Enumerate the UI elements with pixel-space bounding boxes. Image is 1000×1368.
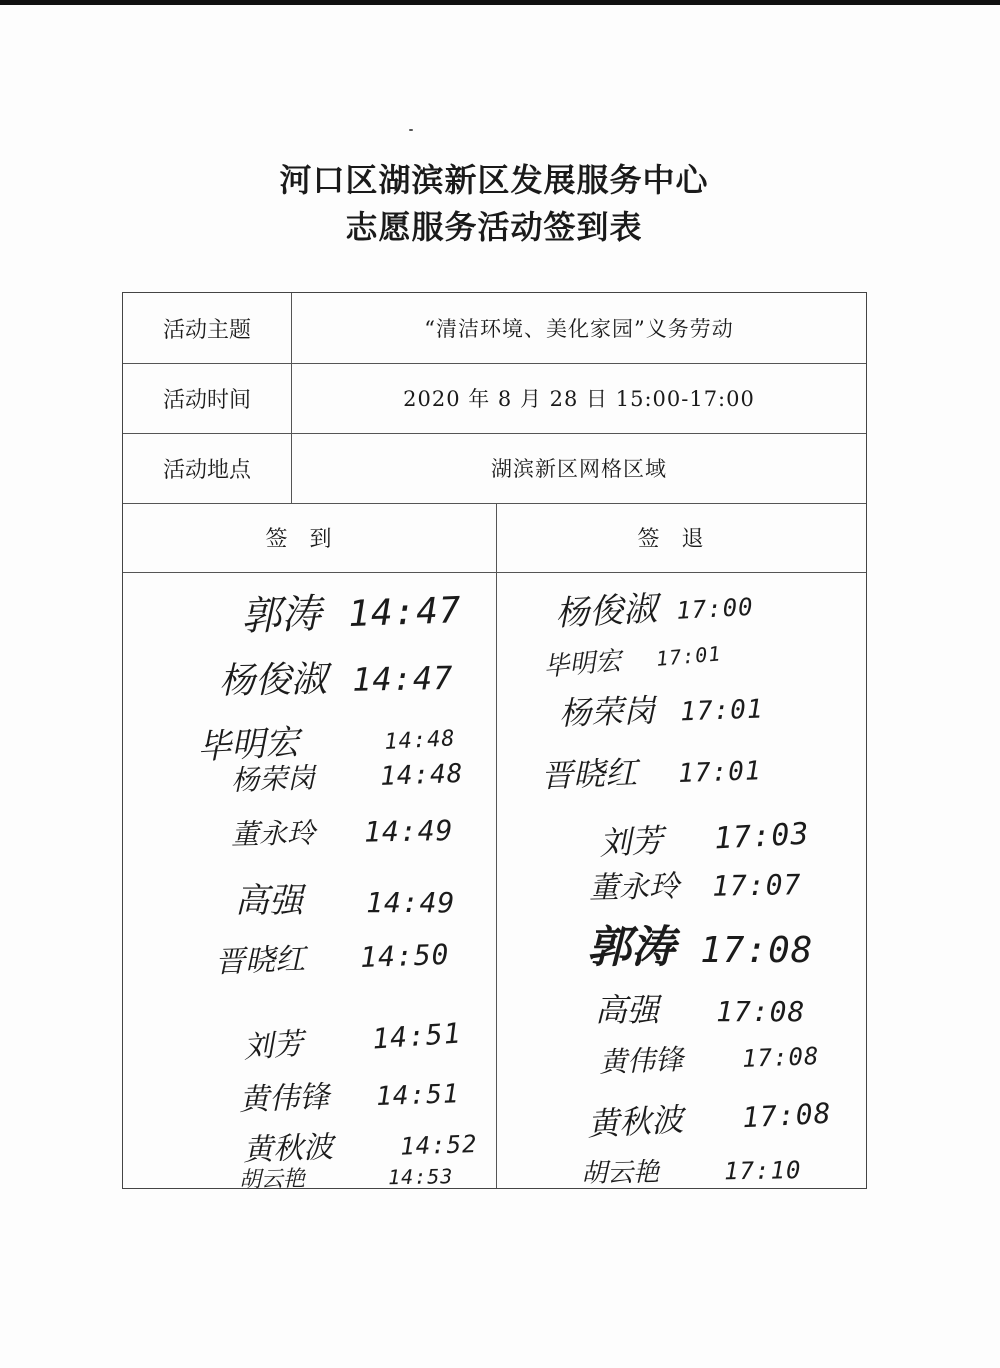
signature-name: 董永玲 xyxy=(588,869,680,906)
signature-time: 14:48 xyxy=(379,758,464,792)
sign-out-entry xyxy=(558,681,764,734)
signature-name: 黄伟锋 xyxy=(238,1079,330,1118)
signature-name: 郭涛 xyxy=(240,591,322,640)
column-divider xyxy=(496,503,497,1188)
sign-out-entry xyxy=(554,576,755,635)
signature-name: 董永玲 xyxy=(230,816,316,851)
time-value: 2020 年 8 月 28 日 15:00-17:00 xyxy=(403,387,755,411)
signature-time: 14:51 xyxy=(371,1016,463,1056)
sign-in-entry xyxy=(231,809,454,853)
signature-time: 17:03 xyxy=(713,816,811,857)
signature-time: 14:47 xyxy=(351,658,454,699)
signature-name: 杨俊淑 xyxy=(218,659,328,703)
time-row xyxy=(123,363,866,434)
sign-in-form xyxy=(122,292,867,1193)
sign-out-entry xyxy=(542,631,723,683)
sign-in-entry xyxy=(235,873,455,922)
place-value: 湖滨新区网格区域 xyxy=(491,457,667,481)
signature-time: 17:01 xyxy=(655,641,723,671)
signature-time: 14:48 xyxy=(383,726,457,755)
page-title: 河口区湖滨新区发展服务中心 xyxy=(279,161,709,199)
signature-time: 14:53 xyxy=(387,1164,454,1190)
signature-time: 14:50 xyxy=(359,937,451,975)
signature-name: 刘芳 xyxy=(598,821,665,863)
sign-out-entry xyxy=(587,911,813,975)
signature-time: 14:47 xyxy=(347,590,463,636)
signature-time: 14:52 xyxy=(399,1129,478,1161)
signature-name: 黄秋波 xyxy=(242,1129,334,1169)
signature-name: 黄伟锋 xyxy=(598,1042,684,1079)
signature-name: 胡云艳 xyxy=(238,1166,306,1193)
signature-time: 17:08 xyxy=(741,1096,833,1135)
signature-name: 晋晓红 xyxy=(540,753,638,795)
signature-name: 杨荣岗 xyxy=(558,691,656,733)
sign-in-entry xyxy=(214,929,450,981)
signature-time: 14:49 xyxy=(363,814,454,849)
scan-edge xyxy=(0,0,1000,5)
signature-time: 17:00 xyxy=(675,592,755,625)
signature-name: 黄秋波 xyxy=(586,1100,685,1144)
time-label: 活动时间 xyxy=(123,363,292,433)
signature-time: 17:08 xyxy=(741,1042,820,1073)
signature-name: 杨俊淑 xyxy=(554,588,659,635)
sign-in-entry xyxy=(242,1007,463,1066)
signature-name: 毕明宏 xyxy=(542,646,623,683)
sign-in-entry xyxy=(219,649,454,704)
sign-out-entry xyxy=(598,808,811,865)
sign-out-entry xyxy=(581,1149,802,1190)
signature-time: 17:07 xyxy=(711,868,802,903)
sign-out-entry xyxy=(598,1033,820,1081)
signature-name: 高强 xyxy=(235,881,303,921)
sign-in-header: 签到 xyxy=(123,503,497,573)
place-row xyxy=(123,433,866,504)
signature-name: 毕明宏 xyxy=(196,722,301,768)
page-subtitle: 志愿服务活动签到表 xyxy=(345,208,643,246)
sign-in-entry xyxy=(239,1159,454,1194)
place-label: 活动地点 xyxy=(123,433,292,503)
signature-name: 刘芳 xyxy=(242,1026,305,1066)
sign-out-header: 签退 xyxy=(497,503,866,573)
signature-name: 胡云艳 xyxy=(580,1157,660,1189)
sign-in-entry xyxy=(238,1067,460,1119)
sign-in-entry xyxy=(240,577,462,642)
theme-value: “清洁环境、美化家园”义务劳动 xyxy=(424,317,734,341)
signature-time: 17:08 xyxy=(716,995,806,1028)
signature-time: 14:49 xyxy=(366,886,456,919)
scan-speck xyxy=(409,129,413,131)
sign-in-entry xyxy=(230,751,464,799)
sign-out-entry xyxy=(586,1087,832,1146)
signature-name: 高强 xyxy=(595,991,660,1029)
sign-out-entry xyxy=(540,743,762,797)
sign-out-entry xyxy=(595,985,805,1031)
signature-name: 晋晓红 xyxy=(214,941,306,981)
signature-time: 17:10 xyxy=(723,1156,802,1186)
signature-name: 郭涛 xyxy=(587,922,675,973)
theme-label: 活动主题 xyxy=(123,293,292,363)
signature-time: 14:51 xyxy=(375,1079,461,1113)
signature-time: 17:08 xyxy=(700,930,814,971)
signature-time: 17:01 xyxy=(677,756,763,790)
sign-out-entry xyxy=(589,859,802,907)
signature-name: 杨荣岗 xyxy=(230,761,316,798)
signature-time: 17:01 xyxy=(679,694,765,728)
theme-row xyxy=(123,293,866,364)
